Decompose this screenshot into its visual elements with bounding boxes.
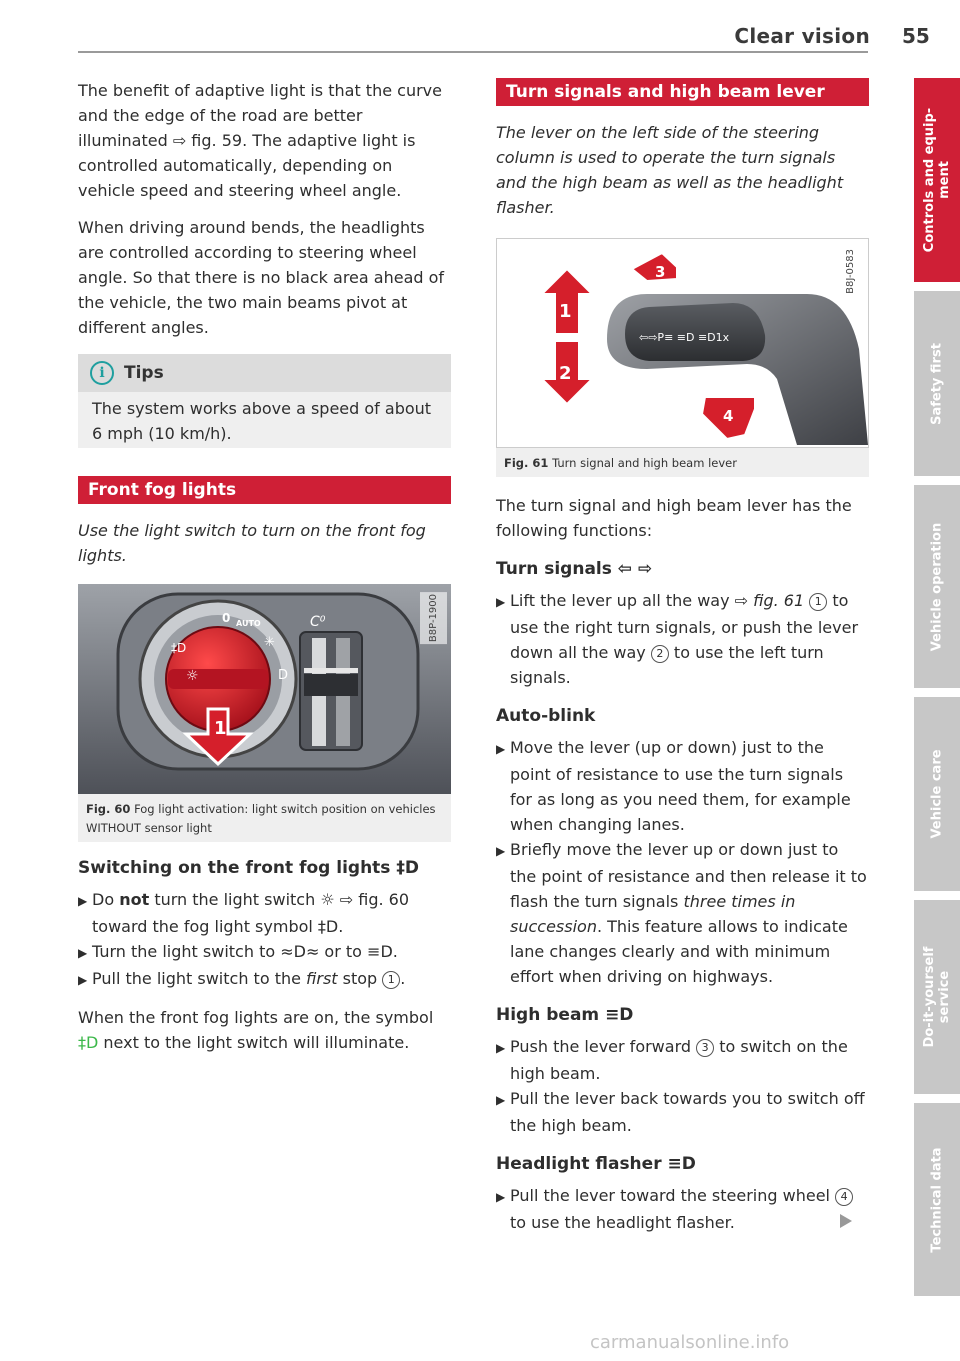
side-tab-safety-label: Safety first xyxy=(929,342,945,425)
low-beam-icon: D xyxy=(278,668,289,683)
bullet-auto-1-text: Move the lever (up or down) just to the point of resistance to use the turn signals for as long as you need them, for example when changing lanes. xyxy=(510,738,851,834)
bullet-auto-2-ital: three times in succession xyxy=(510,892,796,936)
bullet-turn-1-mid: to use the right turn signals, or push the lever down all the way xyxy=(510,591,859,662)
bullet-arrow-icon: ▶ xyxy=(496,595,506,609)
side-tab-safety[interactable] xyxy=(914,291,960,476)
heading-high-beam-text: High beam xyxy=(496,1005,600,1025)
tips-header xyxy=(78,354,451,392)
figure-61-caption-text: Turn signal and high beam lever xyxy=(552,456,737,470)
heading-switching-fog xyxy=(78,856,451,881)
heading-headlight-flasher-text: Headlight flasher xyxy=(496,1154,662,1174)
bullet-arrow-icon: ▶ xyxy=(496,1093,506,1107)
paragraph-bends: When driving around bends, the headlights are controlled according to steering wheel angle. So that there is no black area ahead of the vehicle, the two main beams pivot at different angles. xyxy=(78,218,445,337)
figure-61 xyxy=(496,238,869,477)
figure-61-marker-1: 1 xyxy=(559,301,572,322)
fig-61-ref: fig. 61 xyxy=(753,591,805,610)
paragraph-fog-on xyxy=(78,1005,451,1055)
side-tab-vehicle-care-label: Vehicle care xyxy=(929,749,945,839)
bullet-high-1 xyxy=(496,1034,869,1086)
switch-label-auto: AUTO xyxy=(236,619,261,628)
bullet-fog-3-ital: first xyxy=(306,969,338,988)
bullet-arrow-icon: ▶ xyxy=(496,1190,506,1204)
callout-1: 1 xyxy=(382,971,400,989)
bullet-arrow-icon: ▶ xyxy=(78,973,88,987)
header-rule xyxy=(78,51,868,53)
callout-3: 3 xyxy=(696,1039,714,1057)
bullet-fog-2 xyxy=(78,939,451,966)
fog-symbol-icon: ‡D xyxy=(171,641,187,655)
switch-label-off: 0 xyxy=(222,611,231,625)
bullet-flash-1-post: to use the headlight flasher. xyxy=(510,1213,735,1232)
bullet-turn-1-pre: Lift the lever up all the way ⇨ xyxy=(510,591,754,610)
figure-60-marker-1: 1 xyxy=(214,718,227,739)
section-title: Clear vision xyxy=(734,24,870,48)
fog-indicator-icon: ‡D xyxy=(78,1033,99,1052)
side-tab-technical-data-label: Technical data xyxy=(929,1146,945,1253)
heading-turn-signals xyxy=(496,557,869,582)
tips-box xyxy=(78,354,451,448)
figure-61-marker-2: 2 xyxy=(559,363,572,384)
paragraph-fog-on-pre: When the front fog lights are on, the symbol xyxy=(78,1008,434,1027)
paragraph-adaptive-light: The benefit of adaptive light is that the curve and the edge of the road are better illuminated ⇨ fig. 59. The adaptive light is controlled automatically, depending on vehicle speed and steering wheel angle. xyxy=(78,81,442,200)
bullet-arrow-icon: ▶ xyxy=(496,1041,506,1055)
bullet-turn-1 xyxy=(496,588,869,690)
bullet-high-2 xyxy=(496,1086,869,1138)
side-tab-vehicle-operation[interactable] xyxy=(914,485,960,688)
figure-61-caption xyxy=(496,448,869,477)
figure-61-label: Fig. 61 xyxy=(504,456,549,470)
bullet-auto-2 xyxy=(496,837,869,989)
bullet-fog-3-post: stop xyxy=(337,969,383,988)
tips-body xyxy=(78,392,451,448)
heading-high-beam xyxy=(496,1003,869,1028)
bullet-arrow-icon: ▶ xyxy=(78,894,88,908)
sun-symbol-icon: ☼ xyxy=(186,668,199,684)
side-tab-diy-service[interactable] xyxy=(914,900,960,1094)
side-tab-vehicle-operation-label: Vehicle operation xyxy=(929,522,945,651)
side-tab-technical-data[interactable] xyxy=(914,1103,960,1296)
figure-61-marker-4: 4 xyxy=(723,407,734,425)
bullet-arrow-icon: ▶ xyxy=(496,844,506,858)
figure-60-caption-text: Fog light activation: light switch position on vehicles WITHOUT sensor light xyxy=(86,802,436,835)
bullet-fog-1-bold: not xyxy=(119,890,150,909)
bullet-fog-3 xyxy=(78,966,451,993)
callout-1: 1 xyxy=(809,593,827,611)
lever-intro: The turn signal and high beam lever has the following functions: xyxy=(496,496,852,540)
bullet-fog-1-pre: Do xyxy=(92,890,120,909)
figure-61-marker-3: 3 xyxy=(655,263,666,281)
bullet-auto-2-post: . This feature allows to indicate lane changes clearly and with minimum effort when driving on highways. xyxy=(510,917,848,986)
figure-60-caption xyxy=(78,794,451,842)
bullet-fog-3-end: . xyxy=(400,969,406,988)
bullet-fog-3-pre: Pull the light switch to the xyxy=(92,969,307,988)
bullet-turn-1-post: to use the left turn signals. xyxy=(510,643,824,687)
lever-symbols-text: ⇦⇨P≡ ≡D ≡D1x xyxy=(639,331,730,344)
fog-intro: Use the light switch to turn on the front fog lights. xyxy=(78,521,426,565)
heading-switching-fog-text: Switching on the front fog lights xyxy=(78,858,391,878)
paragraph-fog-on-post: next to the light switch will illuminate. xyxy=(98,1033,410,1052)
side-tab-diy-service-label: Do-it-yourself service xyxy=(922,946,952,1048)
lever-illustration xyxy=(497,239,868,445)
side-tab-controls[interactable] xyxy=(914,78,960,282)
bullet-arrow-icon: ▶ xyxy=(496,742,506,756)
info-icon: i xyxy=(90,361,114,385)
watermark: carmanualsonline.info xyxy=(590,1332,790,1353)
side-tab-vehicle-care[interactable] xyxy=(914,697,960,891)
tips-text: The system works above a speed of about 6 mph (10 km/h). xyxy=(92,399,432,443)
figure-60-label: Fig. 60 xyxy=(86,802,131,816)
high-beam-icon: ≡D xyxy=(605,1005,634,1025)
bullet-flash-1 xyxy=(496,1183,869,1235)
parking-light-icon: ✳ xyxy=(264,635,275,650)
right-column xyxy=(496,78,869,1235)
callout-4: 4 xyxy=(835,1188,853,1206)
left-column xyxy=(78,78,451,1055)
figure-61-image xyxy=(496,238,869,448)
bullet-fog-2-text: Turn the light switch to ≈D≈ or to ≡D. xyxy=(92,942,398,961)
figure-60-image xyxy=(78,584,451,794)
bullet-flash-1-pre: Pull the lever toward the steering wheel xyxy=(510,1186,836,1205)
continue-arrow-icon xyxy=(840,1214,852,1228)
heading-auto-blink: Auto-blink xyxy=(496,706,596,726)
heading-turn-signals-text: Turn signals xyxy=(496,559,612,579)
headlight-range-icon: C⁰ xyxy=(310,614,326,630)
callout-2: 2 xyxy=(651,645,669,663)
bullet-high-1-pre: Push the lever forward xyxy=(510,1037,697,1056)
section-heading-fog: Front fog lights xyxy=(78,476,451,504)
figure-61-code: B8J-0583 xyxy=(837,247,864,296)
bullet-fog-1-post: turn the light switch ☼ ⇨ fig. 60 toward the fog light symbol ‡D. xyxy=(92,890,409,936)
bullet-high-2-text: Pull the lever back towards you to switch off the high beam. xyxy=(510,1089,865,1135)
figure-60-code: B8P-1900 xyxy=(420,592,447,644)
side-tab-controls-label: Controls and equip- ment xyxy=(922,107,952,253)
fog-light-icon: ‡D xyxy=(396,858,419,878)
figure-60 xyxy=(78,584,451,842)
bullet-auto-1 xyxy=(496,735,869,837)
page-number: 55 xyxy=(902,24,930,48)
turn-signal-icon: ⇦ ⇨ xyxy=(617,559,653,579)
light-switch-illustration xyxy=(78,584,451,794)
turn-intro: The lever on the left side of the steering column is used to operate the turn signals and the high beam as well as the headlight flasher. xyxy=(496,123,844,217)
bullet-high-1-post: to switch on the high beam. xyxy=(510,1037,848,1083)
flasher-icon: ≡D xyxy=(667,1154,696,1174)
bullet-fog-1 xyxy=(78,887,451,939)
bullet-auto-2-pre: Briefly move the lever up or down just to the point of resistance and then release it to flash the turn signals xyxy=(510,840,867,911)
bullet-arrow-icon: ▶ xyxy=(78,946,88,960)
section-heading-turn: Turn signals and high beam lever xyxy=(496,78,869,106)
tips-title: Tips xyxy=(124,363,164,383)
heading-headlight-flasher xyxy=(496,1152,869,1177)
